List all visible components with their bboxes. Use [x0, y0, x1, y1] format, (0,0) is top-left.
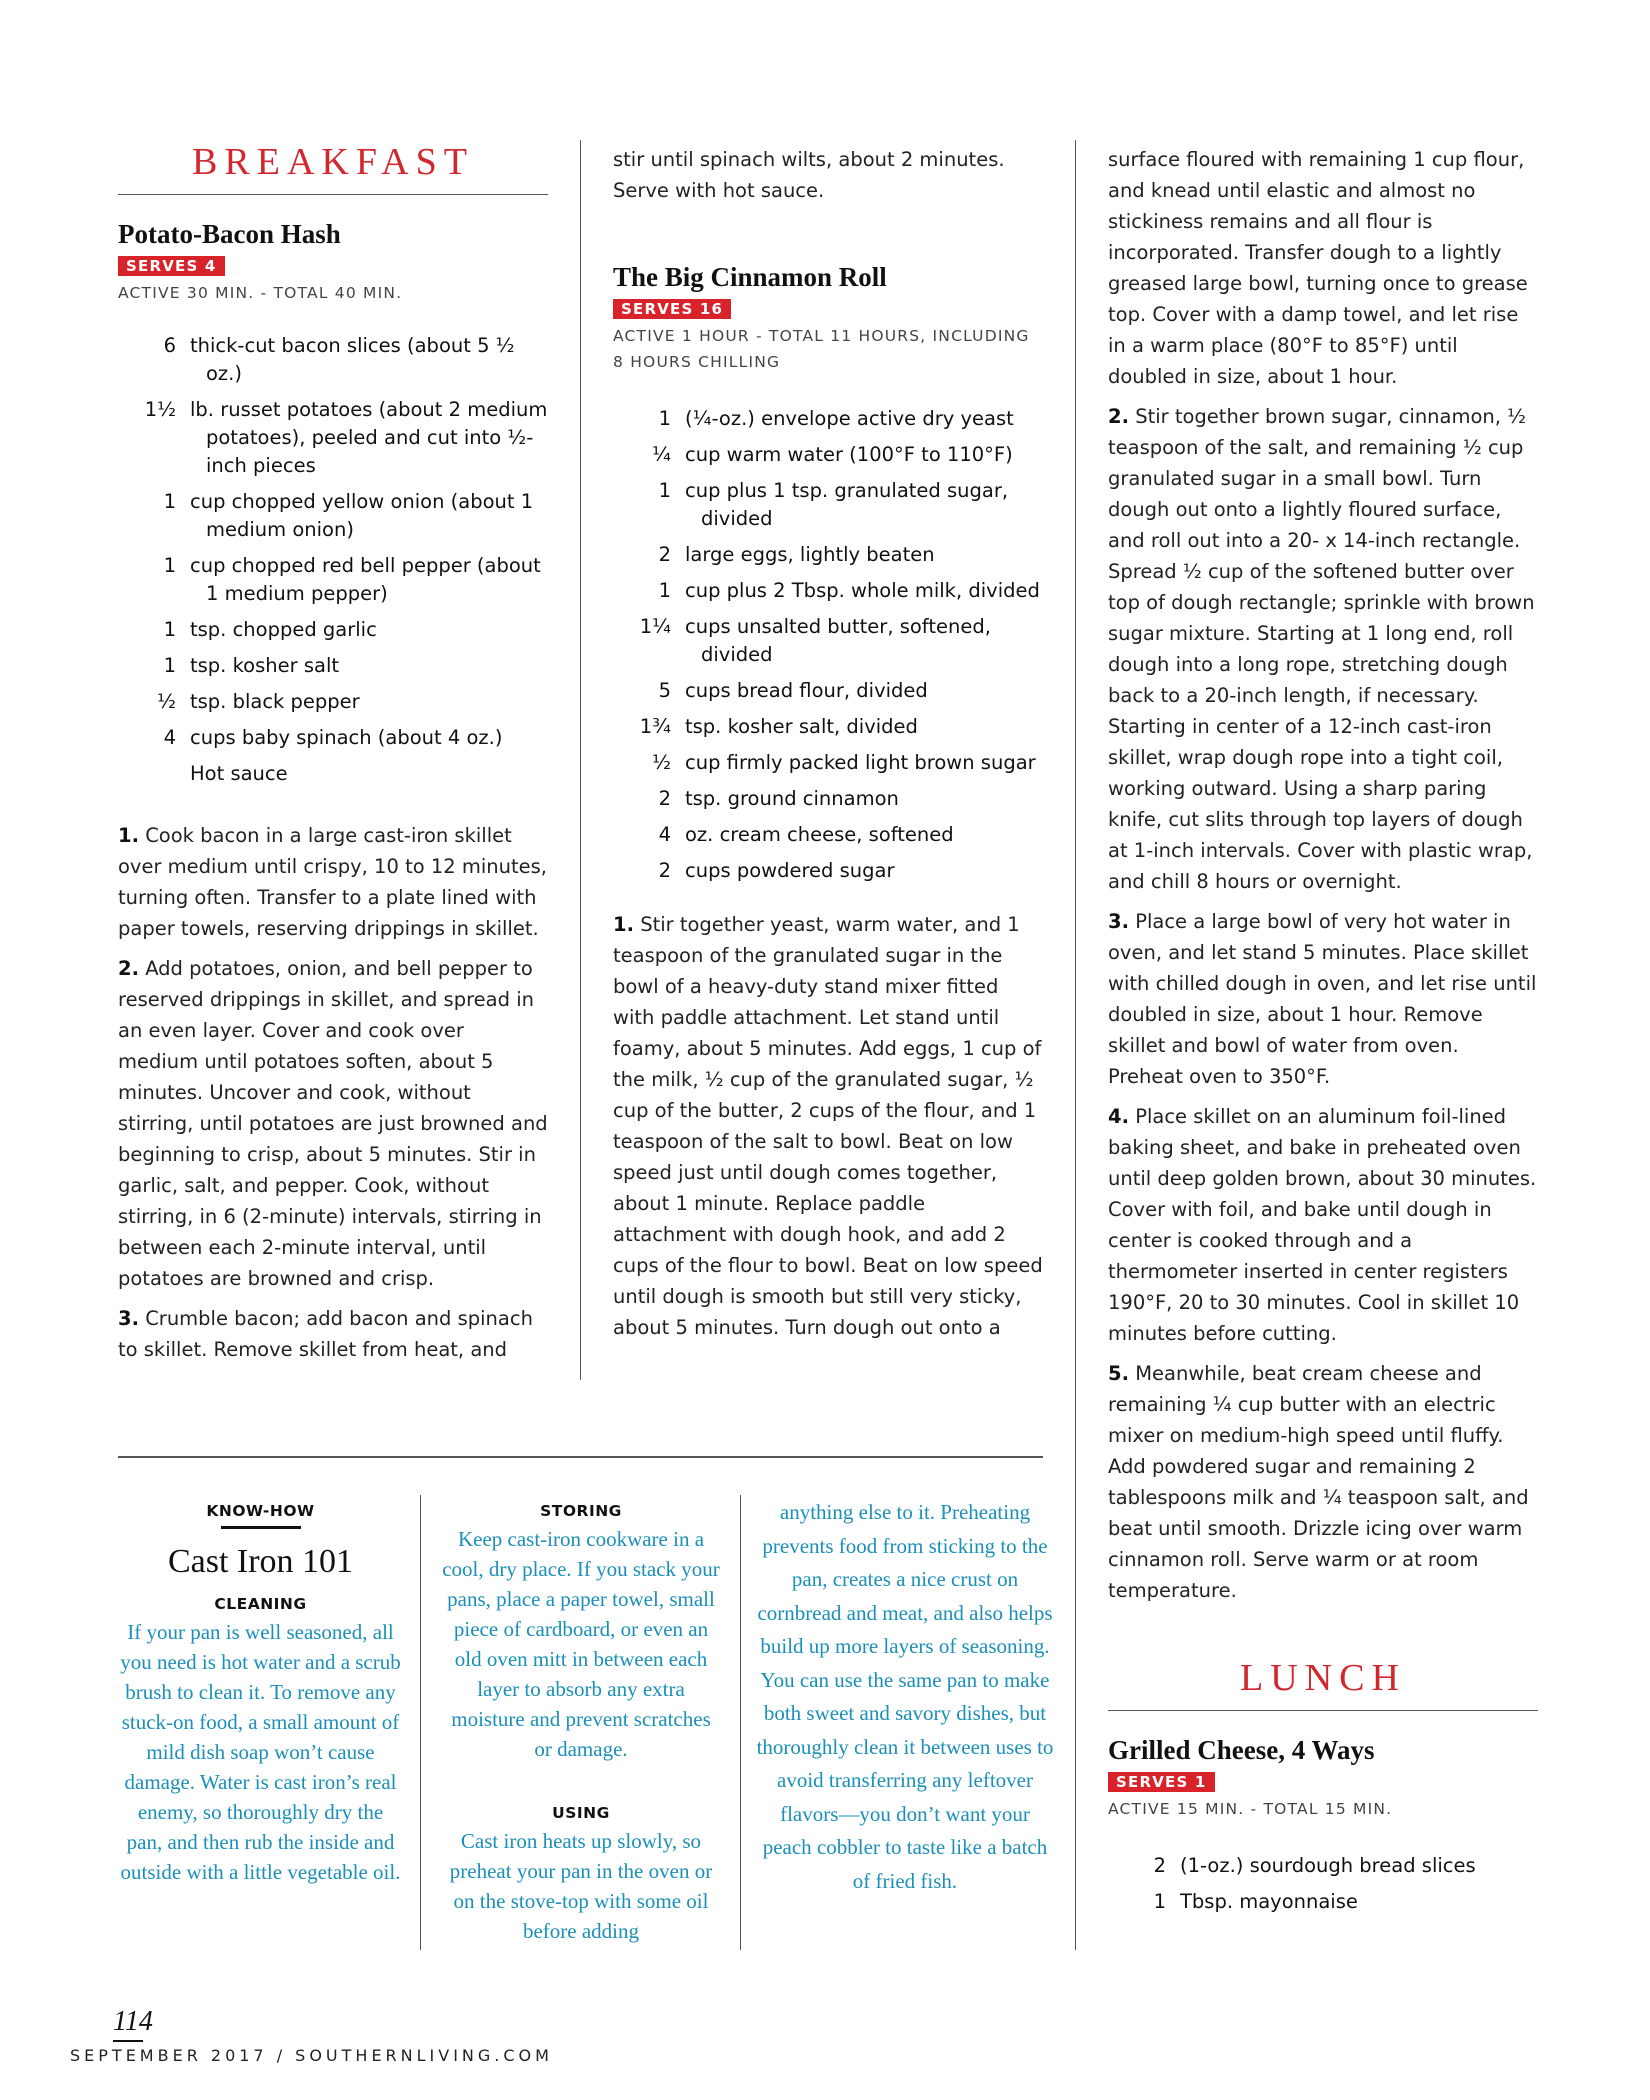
ingredient-text: tsp. kosher salt, divided — [685, 715, 918, 738]
step-text: Cook bacon in a large cast-iron skillet over medium until crispy, 10 to 12 minutes, turning often. Transfer to a plate lined with paper towels, reserving drippings in skillet. — [118, 824, 547, 940]
ingredient-text: cup firmly packed light brown sugar — [685, 751, 1036, 774]
column-1 — [118, 140, 548, 1374]
ingredient-text: cup chopped yellow onion (about 1 medium onion) — [190, 490, 534, 541]
ingredient-row — [118, 724, 548, 752]
knowhow-title: Cast Iron 101 — [167, 1543, 354, 1580]
step-text: Place skillet on an aluminum foil-lined baking sheet, and bake in preheated oven until deep golden brown, about 30 minutes. Cover with foil, and bake until dough in center is cooked through and a thermometer inserted in center registers 190°F, 20 to 30 minutes. Cool in skillet 10 minutes before cutting. — [1108, 1105, 1537, 1345]
ingredient-qty: 1 — [163, 554, 176, 577]
ingredient-qty: 1 — [658, 407, 671, 430]
recipe-steps — [613, 909, 1043, 1343]
step-number: 1. — [118, 824, 139, 847]
step-text: Add potatoes, onion, and bell pepper to reserved drippings in skillet, and spread in an even layer. Cover and cook over medium until potatoes soften, about 5 minutes. Uncover and cook, without stirring, until potatoes are just browned and beginning to crisp, about 5 minutes. Stir in garlic, salt, and pepper. Cook, without stirring, in 6 (2-minute) intervals, stirring in between each 2-minute interval, until potatoes are browned and crisp. — [118, 957, 548, 1290]
ingredient-qty: 1 — [163, 618, 176, 641]
knowhow-col-1 — [118, 1502, 403, 1887]
ingredient-text: (1-oz.) sourdough bread slices — [1180, 1854, 1476, 1877]
ingredient-qty: 2 — [1153, 1854, 1166, 1877]
ingredient-text: tsp. chopped garlic — [190, 618, 377, 641]
ingredient-row — [613, 857, 1043, 885]
ingredient-qty: 2 — [658, 787, 671, 810]
serves-badge: SERVES 4 — [118, 256, 225, 276]
ingredient-row — [1108, 1888, 1538, 1916]
lunch-section-label: LUNCH — [1108, 1656, 1538, 1711]
page-number: 114 — [113, 2006, 153, 2037]
ingredient-text: tsp. ground cinnamon — [685, 787, 899, 810]
ingredient-text: cup warm water (100°F to 110°F) — [685, 443, 1013, 466]
ingredient-row — [613, 541, 1043, 569]
using-text: Cast iron heats up slowly, so preheat your pan in the oven or on the stove-top with some oil before adding — [449, 1829, 713, 1943]
cleaning-label: CLEANING — [214, 1595, 307, 1613]
using-label: USING — [552, 1804, 610, 1822]
column-2 — [613, 140, 1043, 1352]
cleaning-text: If your pan is well seasoned, all you need is hot water and a scrub brush to clean it. To remove any stuck-on food, a small amount of mild dish soap won’t cause damage. Water is cast iron’s real enemy, so thoroughly dry the pan, and then rub the inside and outside with a little vegetable oil. — [120, 1620, 401, 1884]
ingredient-qty: 1¼ — [639, 615, 671, 638]
recipe-step — [1108, 906, 1538, 1092]
ingredient-qty: 5 — [658, 679, 671, 702]
ingredient-text: cups bread flour, divided — [685, 679, 928, 702]
ingredient-qty: 1 — [163, 490, 176, 513]
recipe-times: ACTIVE 30 MIN. - TOTAL 40 MIN. — [118, 284, 403, 302]
ingredient-qty: ½ — [157, 690, 176, 713]
ingredient-row — [118, 552, 548, 608]
ingredient-text: cups baby spinach (about 4 oz.) — [190, 726, 503, 749]
recipe-step — [118, 953, 548, 1294]
ingredient-qty: 1½ — [144, 398, 176, 421]
recipe-step — [118, 1303, 548, 1365]
column-divider — [740, 1495, 741, 1950]
ingredient-row — [613, 577, 1043, 605]
ingredient-row — [118, 652, 548, 680]
storing-text: Keep cast-iron cookware in a cool, dry place. If you stack your pans, place a paper towel, small piece of cardboard, or even an old oven mitt in between each layer to absorb any extra moisture and prevent scratches or damage. — [442, 1527, 720, 1761]
ingredient-qty: 1 — [658, 479, 671, 502]
step-number: 2. — [1108, 405, 1129, 428]
ingredient-qty — [118, 760, 190, 788]
knowhow-underline — [221, 1526, 301, 1529]
ingredient-text: Hot sauce — [190, 762, 288, 785]
recipe-title: Potato-Bacon Hash — [118, 219, 341, 249]
ingredient-text: Tbsp. mayonnaise — [1180, 1890, 1358, 1913]
ingredient-row — [613, 441, 1043, 469]
ingredient-row — [613, 677, 1043, 705]
storing-label: STORING — [540, 1502, 622, 1520]
ingredient-text: large eggs, lightly beaten — [685, 543, 935, 566]
ingredient-row — [613, 477, 1043, 533]
ingredient-text: (¼-oz.) envelope active dry yeast — [685, 407, 1014, 430]
breakfast-section-label: BREAKFAST — [118, 140, 548, 195]
ingredient-row — [613, 713, 1043, 741]
step-text: Place a large bowl of very hot water in oven, and let stand 5 minutes. Place skillet with chilled dough in oven, and let rise until doubled in size, about 1 hour. Remove skillet and bowl of water from oven. Preheat oven to 350°F. — [1108, 910, 1537, 1088]
ingredient-qty: 1¾ — [639, 715, 671, 738]
recipe-times: ACTIVE 1 HOUR - TOTAL 11 HOURS, INCLUDING 8 HOURS CHILLING — [613, 327, 1030, 371]
ingredient-text: tsp. black pepper — [190, 690, 360, 713]
recipe-step — [118, 820, 548, 944]
step-number: 1. — [613, 913, 634, 936]
step-number: 2. — [118, 957, 139, 980]
ingredient-row — [613, 749, 1043, 777]
serves-badge: SERVES 16 — [613, 299, 731, 319]
ingredient-list — [118, 332, 548, 788]
ingredient-qty: 1 — [163, 654, 176, 677]
column-divider — [580, 140, 581, 1380]
ingredient-qty: 2 — [658, 859, 671, 882]
ingredient-row — [118, 332, 548, 388]
ingredient-qty: 1 — [658, 579, 671, 602]
recipe-step — [1108, 1358, 1538, 1606]
column-3 — [1108, 140, 1538, 1924]
ingredient-row — [118, 396, 548, 480]
step-text: Stir together brown sugar, cinnamon, ½ teaspoon of the salt, and remaining ½ cup granulated sugar in a small bowl. Turn dough out onto a lightly floured surface, and roll out into a 20- x 14-inch rectangle. Spread ½ cup of the softened butter over top of dough rectangle; sprinkle with brown sugar mixture. Starting at 1 long end, roll dough into a long rope, stretching dough back to a 20-inch length, if necessary. Starting in center of a 12-inch cast-iron skillet, wrap dough rope into a tight coil, working outward. Using a sharp paring knife, cut slits through top layers of dough at 1-inch intervals. Cover with plastic wrap, and chill 8 hours or overnight. — [1108, 405, 1535, 893]
step-number: 4. — [1108, 1105, 1129, 1128]
step-continued: stir until spinach wilts, about 2 minutes. Serve with hot sauce. — [613, 148, 1005, 202]
recipe-title: Grilled Cheese, 4 Ways — [1108, 1735, 1375, 1765]
ingredient-text: cup chopped red bell pepper (about 1 medium pepper) — [190, 554, 541, 605]
step-number: 3. — [118, 1307, 139, 1330]
ingredient-text: oz. cream cheese, softened — [685, 823, 954, 846]
using-text-continued: anything else to it. Preheating prevents food from sticking to the pan, creates a nice crust on cornbread and meat, and also helps build up more layers of seasoning. You can use the same pan to make both sweet and savory dishes, but thoroughly clean it between uses to avoid transferring any leftover flavors—you don’t want your peach cobbler to taste like a batch of fried fish. — [756, 1500, 1054, 1893]
step-text: Meanwhile, beat cream cheese and remaining ¼ cup butter with an electric mixer on medium-high speed until fluffy. Add powdered sugar and remaining 2 tablespoons milk and ¼ teaspoon salt, and beat until smooth. Drizzle icing over warm cinnamon roll. Serve warm or at room temperature. — [1108, 1362, 1529, 1602]
ingredient-row — [118, 616, 548, 644]
ingredient-row — [613, 785, 1043, 813]
knowhow-top-rule — [118, 1456, 1043, 1458]
knowhow-col-2 — [440, 1502, 722, 1946]
recipe-step — [1108, 401, 1538, 897]
ingredient-qty: 1 — [1153, 1890, 1166, 1913]
ingredient-text: cup plus 2 Tbsp. whole milk, divided — [685, 579, 1040, 602]
ingredient-row — [613, 821, 1043, 849]
ingredient-list — [1108, 1852, 1538, 1916]
ingredient-text: thick-cut bacon slices (about 5 ½ oz.) — [190, 334, 515, 385]
ingredient-qty: 6 — [163, 334, 176, 357]
knowhow-label: KNOW-HOW — [206, 1502, 315, 1520]
column-divider — [420, 1495, 421, 1950]
ingredient-text: cups unsalted butter, softened, divided — [685, 615, 991, 666]
recipe-times: ACTIVE 15 MIN. - TOTAL 15 MIN. — [1108, 1800, 1393, 1818]
ingredient-qty: 2 — [658, 543, 671, 566]
ingredient-row — [118, 488, 548, 544]
recipe-steps — [118, 820, 548, 1365]
serves-badge: SERVES 1 — [1108, 1772, 1215, 1792]
step-text: Crumble bacon; add bacon and spinach to skillet. Remove skillet from heat, and — [118, 1307, 533, 1361]
ingredient-row — [613, 405, 1043, 433]
recipe-steps — [1108, 401, 1538, 1606]
ingredient-qty: ¼ — [652, 443, 671, 466]
recipe-step — [1108, 1101, 1538, 1349]
ingredient-text: lb. russet potatoes (about 2 medium potatoes), peeled and cut into ½-inch pieces — [190, 398, 548, 477]
step-continued: surface floured with remaining 1 cup flour, and knead until elastic and almost no stickiness remains and all flour is incorporated. Transfer dough to a lightly greased large bowl, turning once to grease top. Cover with a damp towel, and let rise in a warm place (80°F to 85°F) until doubled in size, about 1 hour. — [1108, 148, 1528, 388]
ingredient-list — [613, 405, 1043, 885]
ingredient-text: tsp. kosher salt — [190, 654, 340, 677]
ingredient-row — [613, 613, 1043, 669]
ingredient-row — [118, 760, 548, 788]
page-number-underline — [113, 2040, 143, 2042]
ingredient-text: cups powdered sugar — [685, 859, 895, 882]
ingredient-text: cup plus 1 tsp. granulated sugar, divided — [685, 479, 1009, 530]
knowhow-col-3 — [755, 1496, 1055, 1898]
step-text: Stir together yeast, warm water, and 1 teaspoon of the granulated sugar in the bowl of a heavy-duty stand mixer fitted with paddle attachment. Let stand until foamy, about 5 minutes. Add eggs, 1 cup of the milk, ½ cup of the granulated sugar, ½ cup of the butter, 2 cups of the flour, and 1 teaspoon of the salt to bowl. Beat on low speed just until dough comes together, about 1 minute. Replace paddle attachment with dough hook, and add 2 cups of the flour to bowl. Beat on low speed until dough is smooth but still very sticky, about 5 minutes. Turn dough out onto a — [613, 913, 1043, 1339]
recipe-step — [613, 909, 1043, 1343]
ingredient-row — [118, 688, 548, 716]
step-number: 3. — [1108, 910, 1129, 933]
ingredient-row — [1108, 1852, 1538, 1880]
ingredient-qty: 4 — [658, 823, 671, 846]
ingredient-qty: 4 — [163, 726, 176, 749]
ingredient-qty: ½ — [652, 751, 671, 774]
column-divider — [1075, 140, 1076, 1950]
footer-line: SEPTEMBER 2017 / SOUTHERNLIVING.COM — [70, 2046, 553, 2065]
step-number: 5. — [1108, 1362, 1129, 1385]
recipe-title: The Big Cinnamon Roll — [613, 262, 887, 292]
